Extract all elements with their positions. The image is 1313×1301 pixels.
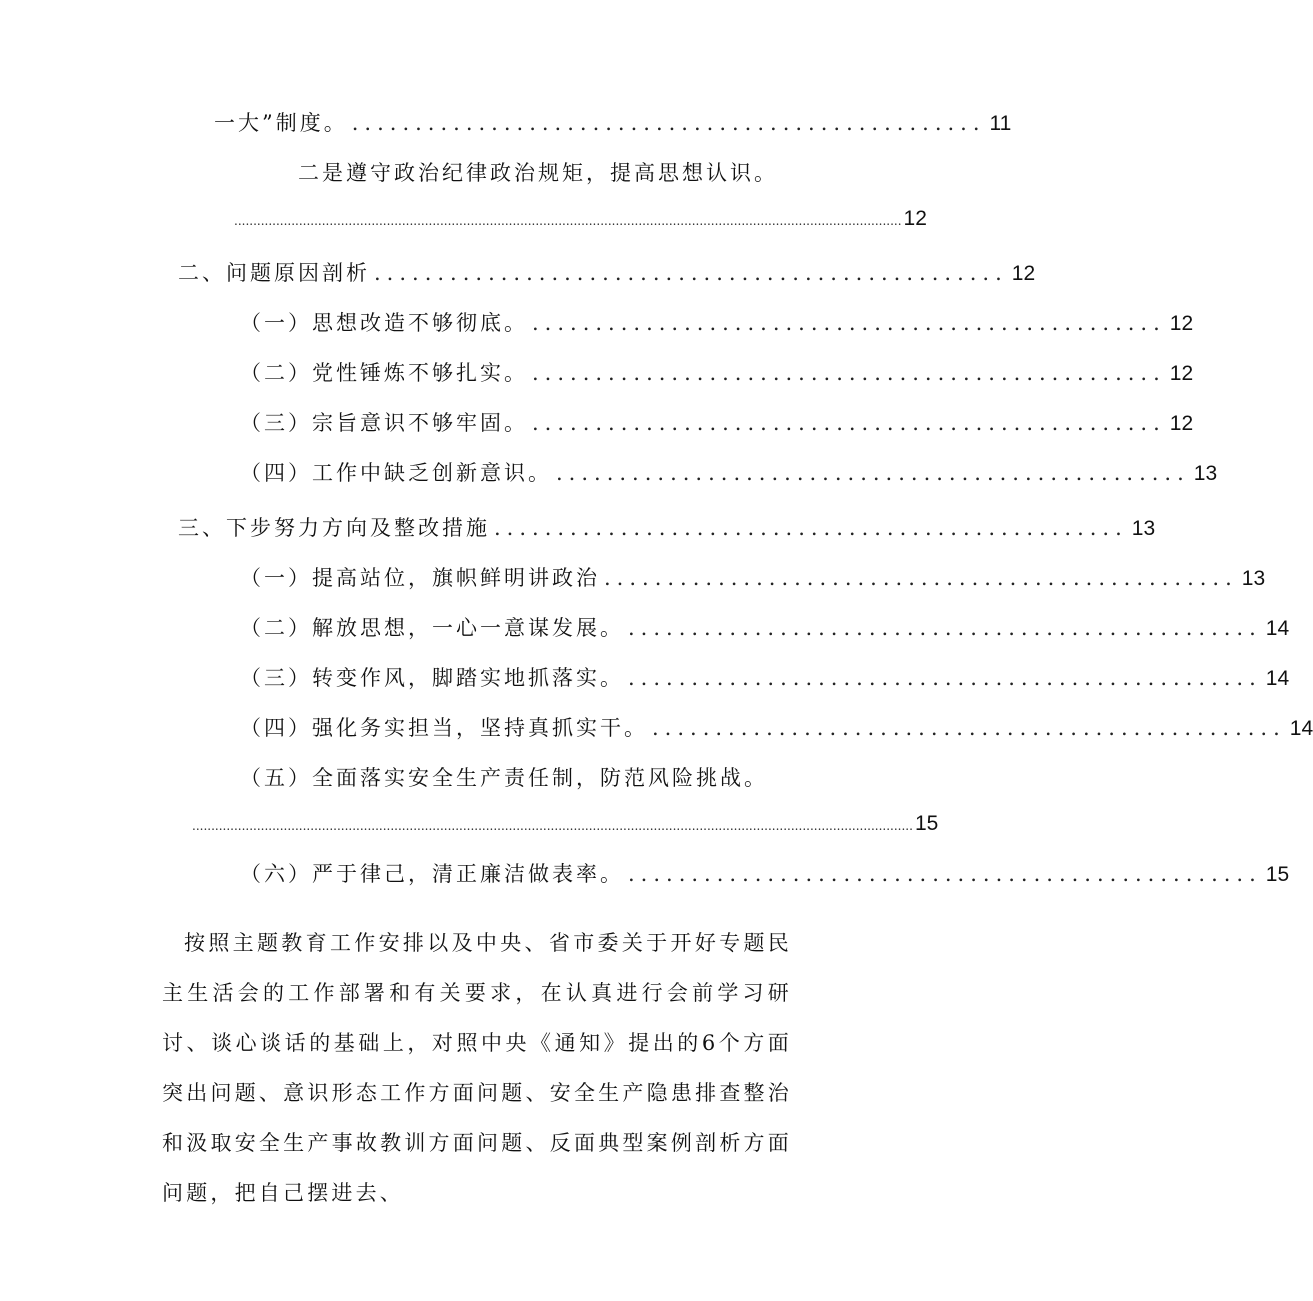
toc-leader: .................................................. (494, 516, 1128, 540)
toc-leader: ............................................................................................................................................................................... (234, 214, 902, 228)
toc-entry-page: 15 (1265, 863, 1290, 886)
toc-entry[interactable] (240, 612, 1290, 642)
toc-entry-page: 12 (1169, 312, 1194, 335)
toc-leader: .................................................. (351, 111, 986, 135)
toc-entry-title: （一）提高站位，旗帜鲜明讲政治 (240, 566, 600, 590)
toc-entry[interactable] (240, 307, 1194, 337)
toc-entry[interactable] (240, 662, 1290, 692)
toc-entry-title: （六）严于律己，清正廉洁做表率。 (240, 862, 624, 886)
toc-entry-title: （三）宗旨意识不够牢固。 (240, 411, 528, 435)
toc-entry-title: （一）思想改造不够彻底。 (240, 311, 528, 335)
toc-entry-continuation[interactable] (232, 207, 927, 231)
toc-entry[interactable] (178, 257, 1036, 287)
toc-leader: .................................................. (604, 566, 1238, 590)
toc-entry[interactable] (240, 712, 1313, 742)
toc-entry[interactable] (178, 512, 1156, 542)
toc-entry-page: 12 (1169, 412, 1194, 435)
toc-entry-title: （二）党性锤炼不够扎实。 (240, 361, 528, 385)
toc-entry-continuation[interactable] (190, 812, 939, 836)
toc-entry-page: 12 (1169, 362, 1194, 385)
toc-entry-page: 13 (1241, 567, 1266, 590)
toc-leader: .................................................. (628, 616, 1262, 640)
toc-leader: .................................................. (628, 862, 1262, 886)
toc-leader: .................................................. (532, 361, 1166, 385)
toc-leader: .................................................. (556, 461, 1190, 485)
toc-entry-page: 14 (1265, 617, 1290, 640)
toc-entry-title[interactable]: （五）全面落实安全生产责任制，防范风险挑战。 (240, 766, 768, 790)
toc-entry-title: （三）转变作风，脚踏实地抓落实。 (240, 666, 624, 690)
toc-entry-page: 13 (1193, 462, 1218, 485)
body-paragraph: 按照主题教育工作安排以及中央、省市委关于开好专题民主生活会的工作部署和有关要求，在认真进行会前学习研讨、谈心谈话的基础上，对照中央《通知》提出的6个方面突出问题、意识形态工作方面问题、安全生产隐患排查整治和汲取安全生产事故教训方面问题、反面典型案例剖析方面问题，把自己摆进去、 (162, 931, 792, 1205)
toc-entry-page: 11 (989, 112, 1012, 135)
toc-entry[interactable] (240, 357, 1194, 387)
toc-leader: .................................................. (532, 411, 1166, 435)
toc-entry[interactable] (240, 457, 1218, 487)
toc-entry-page: 12 (903, 207, 927, 230)
toc-entry-page: 14 (1289, 717, 1313, 740)
toc-entry-page: 12 (1011, 262, 1036, 285)
toc-entry-page: 15 (914, 812, 939, 835)
toc-entry-title: 三、下步努力方向及整改措施 (178, 516, 490, 540)
toc-entry-title[interactable]: 二是遵守政治纪律政治规矩，提高思想认识。 (298, 161, 778, 185)
toc-leader: .................................................. (374, 261, 1008, 285)
toc-entry-page: 14 (1265, 667, 1290, 690)
toc-entry-title: （四）工作中缺乏创新意识。 (240, 461, 552, 485)
toc-entry-title: 二、问题原因剖析 (178, 261, 370, 285)
toc-leader: .................................................. (628, 666, 1262, 690)
toc-leader: ............................................................................................................................................................................................. (192, 819, 913, 833)
toc-entry[interactable] (240, 858, 1290, 888)
toc-leader: .................................................. (652, 716, 1286, 740)
toc-leader: .................................................. (532, 311, 1166, 335)
toc-entry[interactable] (240, 562, 1266, 592)
toc-entry[interactable] (214, 107, 1012, 137)
toc-entry-title: （二）解放思想，一心一意谋发展。 (240, 616, 624, 640)
toc-entry-title: 一大”制度。 (214, 111, 348, 135)
toc-entry[interactable] (240, 407, 1194, 437)
toc-entry-page: 13 (1131, 517, 1156, 540)
toc-entry-title: （四）强化务实担当，坚持真抓实干。 (240, 716, 648, 740)
